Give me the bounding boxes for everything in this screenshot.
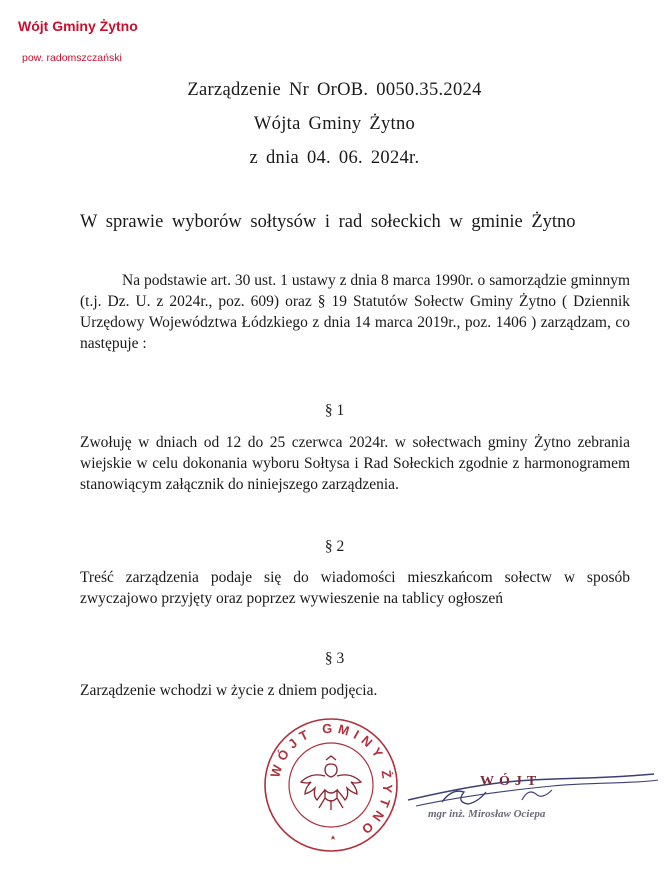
section-2-mark: § 2 (324, 538, 345, 555)
eagle-emblem-icon (301, 756, 361, 810)
order-date: z dnia 04. 06. 2024r. (249, 148, 420, 168)
section-3-text: Zarządzenie wchodzi w życie z dniem podjęcia. (80, 682, 378, 699)
letterhead-subtitle: pow. radomszczański (22, 52, 122, 64)
section-1-text: Zwołuję w dniach od 12 do 25 czerwca 2024r. w sołectwach gminy Żytno zebrania wiejskie w celu dokonania wyboru Sołtysa i Rad Sołeckich zgodnie z harmonogramem stanowiącym załącznik do niniejszego zarządzenia. (80, 434, 630, 493)
order-subject: W sprawie wyborów sołtysów i rad sołeckich w gminie Żytno (80, 212, 576, 232)
section-2-text: Treść zarządzenia podaje się do wiadomości mieszkańcom sołectw w sposób zwyczajowo przyjęty oraz poprzez wywieszenie na tablicy ogłoszeń (80, 569, 630, 607)
order-issuer: Wójta Gminy Żytno (253, 114, 416, 134)
svg-text:WÓJT GMINY ŻYTNO (267, 721, 395, 840)
signature-role: WÓJT (480, 774, 542, 789)
section-1-mark: § 1 (324, 402, 345, 419)
stamp-outer-ring (265, 719, 397, 851)
preamble-paragraph (80, 270, 630, 354)
letterhead-title: Wójt Gminy Żytno (18, 18, 138, 34)
order-number: Zarządzenie Nr OrOB. 0050.35.2024 (187, 80, 482, 100)
signature-scribble (402, 760, 662, 840)
stamp-star-icon (331, 835, 335, 840)
stamp-text: WÓJT GMINY ŻYTNO (267, 720, 396, 841)
preamble-text: Na podstawie art. 30 ust. 1 ustawy z dnia 8 marca 1990r. o samorządzie gminnym (t.j. Dz. U. z 2024r., poz. 609) oraz § 19 Statutów Sołectw Gminy Żytno ( Dziennik Urzędowy Województwa Łódzkiego z dnia 14 marca 2019r., poz. 1406 ) zarządzam, co następuje : (80, 272, 630, 352)
official-stamp (262, 716, 400, 854)
section-3-mark: § 3 (324, 650, 345, 667)
signature-name: mgr inż. Mirosław Ociepa (428, 808, 546, 820)
